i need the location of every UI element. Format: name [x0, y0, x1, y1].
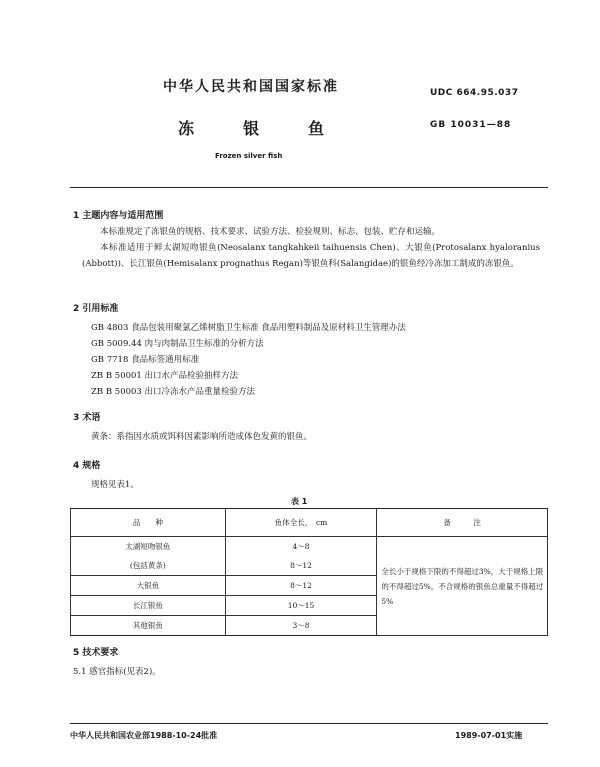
table-header-variety: 品 种 [71, 509, 226, 537]
udc-code: UDC 664.95.037 [430, 88, 519, 98]
table-cell-variety: 长江银鱼 [71, 596, 226, 616]
table-cell-length: 4～8 [225, 537, 377, 557]
reference-item: ZB B 50003 出口冷冻水产品重量检验方法 [91, 387, 256, 397]
reference-item: ZB B 50001 出口水产品检验抽样方法 [91, 371, 239, 381]
approval-text: 中华人民共和国农业部1988-10-24批准 [70, 731, 218, 740]
table-cell-length: 3～8 [225, 616, 377, 636]
section-3-heading: 3 术语 [73, 413, 101, 423]
english-title: Frozen silver fish [215, 152, 283, 160]
table-1-caption: 表 1 [291, 497, 308, 506]
table-cell-note: 全长小于规格下限的不得超过3%，大于规格上限的不得超过5%，不合规格的银鱼总重量不得超过5% [377, 537, 548, 636]
section-5-1: 5.1 感官指标(见表2)。 [73, 667, 161, 677]
section-4-para: 规格见表1。 [91, 480, 139, 490]
section-1-para-2: 本标准适用于鲜太湖短吻银鱼(Neosalanx tangkahkeii taihuensis Chen)、大银鱼(Protosalanx hyaloranius (Abbott))、长江银鱼(Hemisalanx prognathus Regan)等银鱼科(Salangidae)的银鱼经冷冻加工制成的冻银鱼。 [82, 243, 540, 269]
section-2-heading: 2 引用标准 [73, 304, 119, 314]
table-header-length: 鱼体全长， cm [225, 509, 377, 537]
header-rule [70, 187, 548, 188]
section-5-heading: 5 技术要求 [73, 648, 119, 658]
table-cell-length: 8～12 [225, 576, 377, 596]
national-standard-heading: 中华人民共和国国家标准 [163, 79, 339, 95]
title-char-3: 鱼 [308, 119, 325, 138]
section-3-para: 黄条：系指因水质或饵料因素影响所造成体色发黄的银鱼。 [91, 432, 313, 442]
section-1-para-1: 本标准规定了冻银鱼的规格、技术要求、试验方法、检验规则、标志、包装、贮存和运输。 [100, 227, 441, 237]
reference-item: GB 4803 食品包装用聚氯乙烯树脂卫生标准 食品用塑料制品及原材料卫生管理办法 [91, 323, 406, 333]
table-1 [70, 508, 548, 636]
table-cell-variety: 太湖短吻银鱼 [71, 537, 226, 557]
section-4-heading: 4 规格 [73, 461, 101, 471]
effective-date: 1989-07-01实施 [455, 731, 523, 740]
table-cell-length: 8～12 [225, 556, 377, 576]
footer-rule [70, 723, 548, 724]
reference-item: GB 5009.44 肉与肉制品卫生标准的分析方法 [91, 339, 264, 349]
section-1-heading: 1 主题内容与适用范围 [73, 211, 164, 221]
gb-code: GB 10031—88 [430, 120, 512, 130]
title-char-1: 冻 [178, 119, 195, 138]
table-cell-variety: (包括黄条) [71, 556, 226, 576]
table-cell-variety: 其他银鱼 [71, 616, 226, 636]
table-header-note: 备 注 [377, 509, 548, 537]
title-char-2: 银 [243, 119, 260, 138]
table-cell-length: 10～15 [225, 596, 377, 616]
reference-item: GB 7718 食品标签通用标准 [91, 355, 200, 365]
table-cell-variety: 大银鱼 [71, 576, 226, 596]
